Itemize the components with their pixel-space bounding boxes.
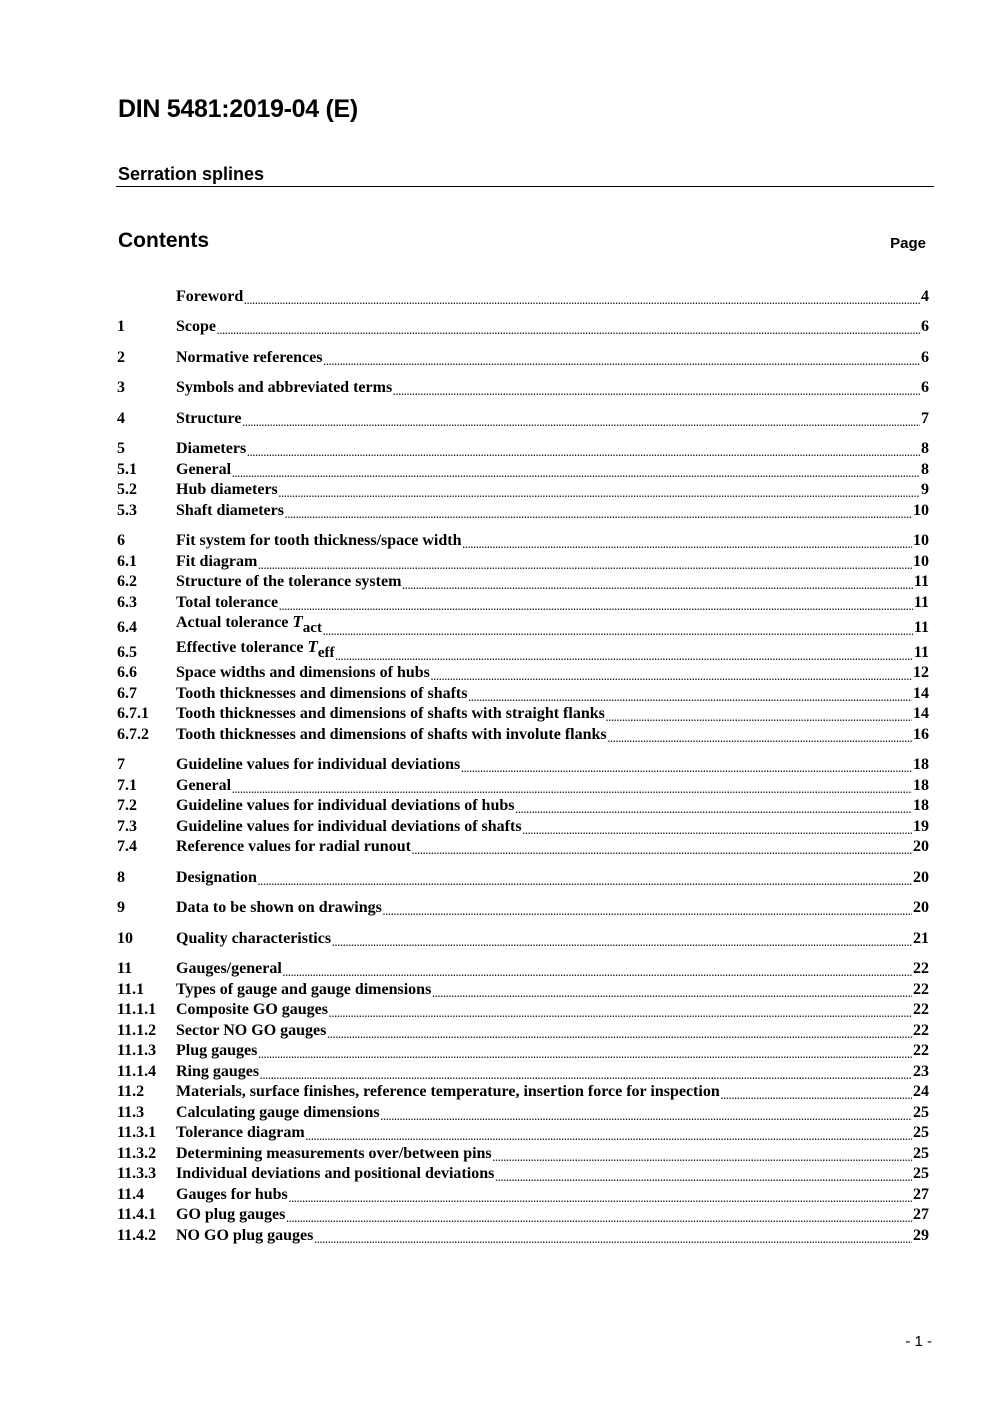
- toc-entry-title: Hub diameters: [176, 481, 278, 498]
- toc-entry-title: Data to be shown on drawings: [176, 899, 382, 916]
- toc-entry-page: 6: [921, 318, 929, 335]
- dot-leader: [258, 1044, 912, 1060]
- toc-entry-title-wrap: [176, 981, 431, 999]
- toc-entry-title: Guideline values for individual deviations of hubs: [176, 797, 515, 814]
- toc-entry[interactable]: [117, 754, 929, 775]
- toc-entry-title-wrap: [176, 726, 607, 744]
- toc-entry-title-wrap: [176, 1145, 492, 1163]
- toc-entry[interactable]: [117, 377, 929, 398]
- dot-leader: [258, 555, 912, 571]
- dot-leader: [286, 1208, 912, 1224]
- page-column-label: Page: [890, 235, 926, 252]
- toc-entry-page: 11: [913, 643, 929, 661]
- toc-entry-number: 11.3: [117, 1103, 145, 1121]
- dot-leader: [402, 575, 912, 591]
- toc-entry-page: 22: [913, 1042, 929, 1059]
- toc-entry-title: Guideline values for individual deviations: [176, 756, 461, 773]
- toc-entry[interactable]: [117, 682, 929, 703]
- dot-leader: [323, 351, 920, 367]
- toc-entry[interactable]: [117, 1204, 929, 1225]
- toc-entry-number: 1: [117, 318, 125, 335]
- toc-entry-page: 8: [921, 460, 929, 478]
- toc-entry-number: 11.4.1: [117, 1206, 157, 1223]
- toc-entry[interactable]: [117, 1081, 929, 1102]
- toc-entry-page: 11: [913, 618, 929, 636]
- toc-entry-page: 21: [913, 929, 929, 947]
- toc-entry-page: 10: [913, 552, 929, 570]
- toc-entry-page: 22: [913, 980, 929, 998]
- toc-entry-title: Types of gauge and gauge dimensions: [176, 980, 432, 998]
- toc-entry-title: Total tolerance: [176, 593, 279, 611]
- toc-entry[interactable]: [117, 703, 929, 724]
- toc-entry-number: 6.3: [117, 593, 137, 611]
- document-subtitle: Serration splines: [118, 164, 265, 184]
- toc-entry-number: 11.1.4: [117, 1062, 157, 1080]
- toc-entry-title-wrap: [176, 664, 430, 682]
- dot-leader: [283, 962, 912, 978]
- toc-entry[interactable]: [117, 1019, 929, 1040]
- dot-leader: [244, 290, 920, 306]
- toc-entry[interactable]: [117, 815, 929, 836]
- dot-leader: [432, 983, 912, 999]
- dot-leader: [247, 442, 920, 458]
- dot-leader: [461, 758, 912, 774]
- toc-entry-number: 5.3: [117, 501, 137, 519]
- toc-entry[interactable]: [117, 550, 929, 571]
- toc-entry-number: 5: [117, 440, 125, 457]
- toc-entry-title-wrap: [176, 1063, 259, 1081]
- toc-entry[interactable]: [117, 1040, 929, 1061]
- toc-entry[interactable]: [117, 438, 929, 459]
- toc-group: [117, 316, 929, 337]
- dot-leader: [258, 871, 912, 887]
- toc-entry-page: 6: [921, 379, 929, 396]
- dot-leader: [279, 596, 913, 612]
- dot-leader: [285, 504, 912, 520]
- toc-entry-page: 10: [913, 501, 929, 519]
- toc-entry-title: Tolerance diagram: [176, 1124, 305, 1141]
- toc-entry-number: 11.3.3: [117, 1165, 157, 1182]
- toc-entry-page: 25: [913, 1103, 929, 1121]
- toc-group: [117, 958, 929, 1245]
- toc-entry-title-wrap: [176, 1227, 313, 1245]
- toc-entry-title-wrap: [176, 349, 322, 367]
- toc-entry-page: 6: [921, 348, 929, 366]
- toc-group: [117, 530, 929, 744]
- toc-entry-title: Structure: [176, 409, 242, 427]
- toc-entry[interactable]: [117, 795, 929, 816]
- toc-entry[interactable]: [117, 530, 929, 551]
- table-of-contents: [117, 285, 929, 1255]
- toc-entry-symbol: T: [307, 636, 318, 656]
- toc-entry-title: GO plug gauges: [176, 1206, 286, 1223]
- dot-leader: [381, 1106, 912, 1122]
- toc-entry-subscript: act: [302, 619, 322, 636]
- toc-entry[interactable]: [117, 1163, 929, 1184]
- toc-entry-page: 25: [913, 1124, 929, 1141]
- dot-leader: [289, 1188, 912, 1204]
- toc-entry-title-wrap: [176, 899, 382, 917]
- toc-entry-number: 11: [117, 960, 133, 977]
- toc-entry-title: Symbols and abbreviated terms: [176, 379, 393, 396]
- toc-entry-title: Structure of the tolerance system: [176, 573, 402, 590]
- toc-entry-number: 11.2: [117, 1083, 145, 1100]
- toc-entry-number: 6: [117, 532, 125, 549]
- dot-leader: [336, 646, 913, 662]
- toc-entry-title: Quality characteristics: [176, 929, 332, 947]
- toc-entry-subscript: eff: [317, 644, 335, 661]
- dot-leader: [608, 728, 912, 744]
- toc-entry-page: 14: [913, 705, 929, 722]
- toc-entry-title-wrap: [176, 410, 241, 428]
- dot-leader: [721, 1085, 912, 1101]
- toc-group: [117, 438, 929, 520]
- toc-entry[interactable]: [117, 1183, 929, 1204]
- toc-entry-title: Determining measurements over/between pins: [176, 1144, 492, 1162]
- toc-entry-page: 11: [913, 573, 929, 590]
- toc-entry[interactable]: [117, 479, 929, 500]
- toc-group: [117, 754, 929, 857]
- toc-entry-title: Space widths and dimensions of hubs: [176, 664, 430, 681]
- toc-entry-number: 6.6: [117, 664, 137, 681]
- toc-entry-title-wrap: [176, 288, 243, 306]
- toc-entry-title: Materials, surface finishes, reference temperature, insertion force for inspection: [176, 1083, 720, 1100]
- toc-entry-title: Ring gauges: [176, 1062, 260, 1080]
- dot-leader: [383, 901, 912, 917]
- toc-entry[interactable]: [117, 316, 929, 337]
- toc-entry-number: 6.7: [117, 684, 137, 702]
- dot-leader: [314, 1229, 912, 1245]
- toc-entry-page: 8: [921, 440, 929, 457]
- toc-entry-title: Tooth thicknesses and dimensions of shafts: [176, 684, 468, 702]
- toc-entry-number: 8: [117, 868, 125, 886]
- toc-entry-page: 20: [913, 899, 929, 916]
- dot-leader: [279, 483, 920, 499]
- toc-entry-title-wrap: [176, 461, 231, 479]
- toc-entry-number: 4: [117, 409, 125, 427]
- toc-entry-number: 11.4: [117, 1185, 145, 1203]
- toc-entry-title-wrap: [176, 532, 461, 550]
- dot-leader: [232, 779, 912, 795]
- toc-entry-number: 7.3: [117, 817, 137, 835]
- toc-group: [117, 927, 929, 948]
- toc-entry[interactable]: [117, 978, 929, 999]
- dot-leader: [412, 840, 912, 856]
- toc-entry-title-wrap: [176, 960, 282, 978]
- toc-entry-title-wrap: [176, 1104, 380, 1122]
- toc-entry-number: 5.2: [117, 481, 137, 498]
- toc-entry-number: 5.1: [117, 460, 137, 478]
- toc-entry[interactable]: [117, 612, 929, 637]
- toc-entry-page: 25: [913, 1144, 929, 1162]
- toc-entry[interactable]: [117, 1142, 929, 1163]
- toc-entry-number: 7.2: [117, 797, 137, 814]
- dot-leader: [323, 621, 913, 637]
- toc-entry-title: Guideline values for individual deviations of shafts: [176, 817, 522, 835]
- toc-group: [117, 897, 929, 918]
- toc-entry-title-wrap: [176, 594, 278, 612]
- toc-entry-number: 9: [117, 899, 125, 916]
- toc-entry[interactable]: [117, 1060, 929, 1081]
- toc-entry-title: NO GO plug gauges: [176, 1226, 314, 1244]
- toc-entry-title-wrap: [176, 1186, 288, 1204]
- toc-entry-title-wrap: [176, 685, 467, 703]
- toc-entry-title: Gauges for hubs: [176, 1185, 288, 1203]
- toc-entry-title: Fit system for tooth thickness/space width: [176, 532, 462, 549]
- toc-entry-page: 20: [913, 838, 929, 855]
- toc-entry-number: 7.4: [117, 838, 137, 855]
- toc-entry-title: Diameters: [176, 440, 247, 457]
- dot-leader: [523, 820, 912, 836]
- contents-heading: Contents: [118, 229, 209, 252]
- dot-leader: [493, 1147, 912, 1163]
- dot-leader: [495, 1167, 912, 1183]
- toc-group: [117, 866, 929, 887]
- toc-entry[interactable]: [117, 774, 929, 795]
- toc-entry-title: General: [176, 460, 232, 478]
- toc-entry-title-wrap: [176, 637, 335, 662]
- toc-entry-page: 4: [921, 287, 929, 305]
- toc-entry-number: 3: [117, 379, 125, 396]
- toc-entry-page: 25: [913, 1165, 929, 1182]
- toc-entry-title-wrap: [176, 930, 331, 948]
- toc-entry[interactable]: [117, 285, 929, 306]
- toc-entry-title-wrap: [176, 573, 401, 591]
- toc-entry-title-wrap: [176, 502, 284, 520]
- dot-leader: [606, 707, 912, 723]
- dot-leader: [462, 534, 912, 550]
- toc-entry[interactable]: [117, 897, 929, 918]
- toc-entry-title-wrap: [176, 481, 278, 499]
- toc-entry[interactable]: [117, 1101, 929, 1122]
- toc-entry-title: Scope: [176, 318, 216, 335]
- toc-entry-page: 19: [913, 817, 929, 835]
- toc-group: [117, 377, 929, 398]
- toc-entry-title: Gauges/general: [176, 960, 282, 977]
- toc-entry-title: Normative references: [176, 348, 323, 366]
- toc-entry[interactable]: [117, 346, 929, 367]
- header-rule: [116, 186, 934, 187]
- toc-entry-page: 18: [913, 776, 929, 794]
- toc-entry-page: 27: [913, 1185, 929, 1203]
- toc-entry-page: 22: [913, 1001, 929, 1018]
- toc-entry-title: Foreword: [176, 287, 244, 305]
- dot-leader: [232, 463, 920, 479]
- dot-leader: [242, 412, 920, 428]
- toc-entry-title-wrap: [176, 777, 231, 795]
- toc-entry-title: Actual tolerance: [176, 613, 293, 631]
- toc-entry[interactable]: [117, 571, 929, 592]
- toc-entry-page: 22: [913, 960, 929, 977]
- toc-entry-page: 12: [913, 664, 929, 681]
- toc-entry-number: 7.1: [117, 776, 137, 794]
- toc-entry-title-wrap: [176, 1022, 326, 1040]
- toc-entry-number: 11.3.1: [117, 1124, 157, 1141]
- toc-entry-title-wrap: [176, 612, 322, 637]
- toc-entry-title: Designation: [176, 868, 257, 886]
- toc-entry[interactable]: [117, 591, 929, 612]
- toc-entry-number: 6.7.2: [117, 725, 149, 743]
- toc-entry[interactable]: [117, 999, 929, 1020]
- dot-leader: [327, 1024, 912, 1040]
- toc-entry-number: 6.2: [117, 573, 137, 590]
- dot-leader: [329, 1003, 912, 1019]
- toc-entry-title: Plug gauges: [176, 1042, 258, 1059]
- toc-entry-title: Effective tolerance: [176, 638, 308, 656]
- toc-entry-title-wrap: [176, 318, 216, 336]
- toc-entry-title-wrap: [176, 1042, 257, 1060]
- toc-entry-title: General: [176, 776, 232, 794]
- toc-entry-number: 7: [117, 756, 125, 773]
- toc-group: [117, 407, 929, 428]
- toc-entry-number: 6.1: [117, 552, 137, 570]
- toc-entry[interactable]: [117, 499, 929, 520]
- toc-entry-number: 2: [117, 348, 125, 366]
- toc-entry-title-wrap: [176, 797, 514, 815]
- toc-entry-number: 11.4.2: [117, 1226, 157, 1244]
- toc-entry-page: 10: [913, 532, 929, 549]
- toc-entry-title: Fit diagram: [176, 552, 258, 570]
- dot-leader: [306, 1126, 912, 1142]
- toc-entry-title-wrap: [176, 440, 246, 458]
- toc-entry-page: 23: [913, 1062, 929, 1080]
- toc-entry-page: 20: [913, 868, 929, 886]
- toc-entry[interactable]: [117, 407, 929, 428]
- toc-entry-title-wrap: [176, 1165, 494, 1183]
- toc-entry-number: 10: [117, 929, 133, 947]
- toc-entry-title-wrap: [176, 818, 522, 836]
- toc-entry-number: 6.7.1: [117, 705, 149, 722]
- toc-group: [117, 346, 929, 367]
- toc-entry-title-wrap: [176, 1001, 328, 1019]
- toc-entry[interactable]: [117, 1224, 929, 1245]
- toc-entry-title-wrap: [176, 1083, 720, 1101]
- toc-entry[interactable]: [117, 836, 929, 857]
- toc-entry[interactable]: [117, 958, 929, 979]
- toc-entry-title: Tooth thicknesses and dimensions of shafts with involute flanks: [176, 725, 607, 743]
- toc-entry[interactable]: [117, 458, 929, 479]
- dot-leader: [431, 666, 912, 682]
- toc-entry-page: 11: [913, 593, 929, 611]
- toc-entry[interactable]: [117, 723, 929, 744]
- document-id: DIN 5481:2019-04 (E): [118, 95, 358, 123]
- toc-entry-title: Shaft diameters: [176, 501, 284, 519]
- toc-entry-page: 22: [913, 1021, 929, 1039]
- toc-entry-page: 24: [913, 1083, 929, 1100]
- toc-entry-number: 6.4: [117, 618, 137, 636]
- toc-entry-title-wrap: [176, 1206, 285, 1224]
- page-number: - 1 -: [905, 1333, 932, 1350]
- toc-entry-page: 18: [913, 797, 929, 814]
- toc-entry-title-wrap: [176, 553, 257, 571]
- toc-entry-page: 7: [921, 409, 929, 427]
- toc-entry-title: Reference values for radial runout: [176, 838, 411, 855]
- dot-leader: [260, 1065, 912, 1081]
- toc-entry-title-wrap: [176, 1124, 305, 1142]
- toc-entry-number: 11.1.1: [117, 1001, 157, 1018]
- toc-group: [117, 285, 929, 306]
- dot-leader: [393, 381, 920, 397]
- dot-leader: [515, 799, 912, 815]
- toc-entry-title: Calculating gauge dimensions: [176, 1103, 380, 1121]
- toc-entry-page: 14: [913, 684, 929, 702]
- toc-entry-page: 16: [913, 725, 929, 743]
- toc-entry-number: 11.3.2: [117, 1144, 157, 1162]
- toc-entry-title: Composite GO gauges: [176, 1001, 328, 1018]
- toc-entry-title: Sector NO GO gauges: [176, 1021, 327, 1039]
- toc-entry-number: 6.5: [117, 643, 137, 661]
- toc-entry-title-wrap: [176, 756, 460, 774]
- toc-entry[interactable]: [117, 1122, 929, 1143]
- toc-entry-number: 11.1.3: [117, 1042, 157, 1059]
- toc-entry[interactable]: [117, 637, 929, 662]
- dot-leader: [217, 320, 920, 336]
- toc-entry-title-wrap: [176, 838, 411, 856]
- toc-entry-page: 18: [913, 756, 929, 773]
- toc-entry[interactable]: [117, 866, 929, 887]
- toc-entry-number: 11.1.2: [117, 1021, 157, 1039]
- toc-entry-title-wrap: [176, 869, 257, 887]
- toc-entry-title-wrap: [176, 379, 392, 397]
- toc-entry-title: Individual deviations and positional deviations: [176, 1165, 495, 1182]
- toc-entry-title: Tooth thicknesses and dimensions of shafts with straight flanks: [176, 705, 605, 722]
- toc-entry-page: 29: [913, 1226, 929, 1244]
- toc-entry-symbol: T: [292, 611, 303, 631]
- dot-leader: [468, 687, 912, 703]
- toc-entry-page: 27: [913, 1206, 929, 1223]
- toc-entry-title-wrap: [176, 705, 605, 723]
- toc-entry-page: 9: [921, 481, 929, 498]
- toc-entry-number: 11.1: [117, 980, 145, 998]
- toc-entry[interactable]: [117, 662, 929, 683]
- toc-entry[interactable]: [117, 927, 929, 948]
- dot-leader: [332, 932, 912, 948]
